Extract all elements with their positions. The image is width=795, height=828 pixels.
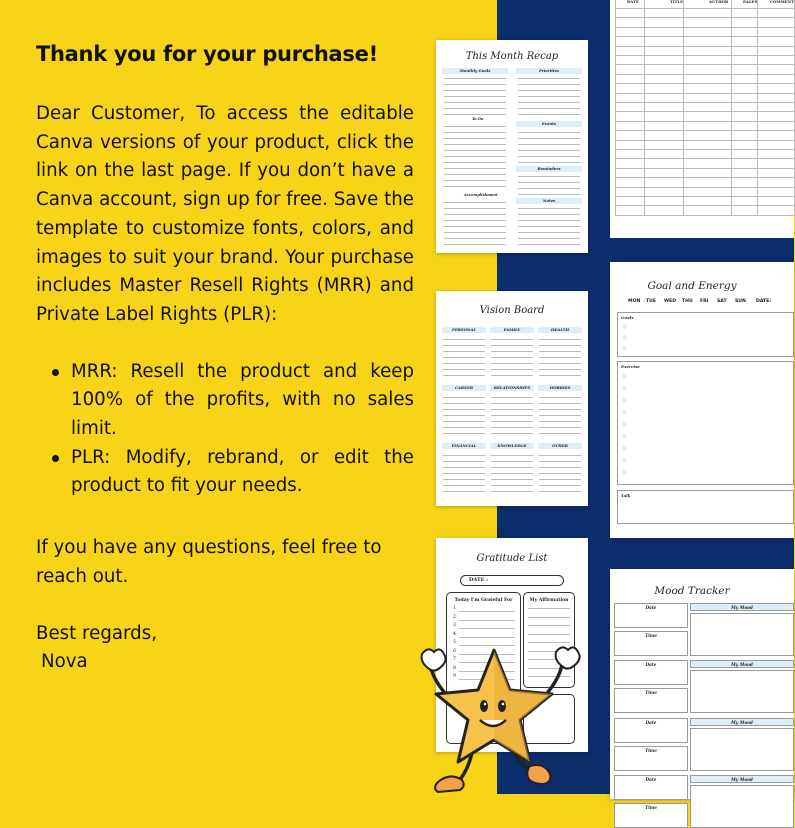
regards-text: Best regards,: [36, 622, 157, 644]
table-row-line: [615, 93, 794, 94]
author-name: Nova: [41, 651, 88, 673]
vision-header-hobbies: HOBBIES: [538, 385, 582, 391]
mood-date-box-label: Date: [645, 720, 657, 725]
preview-page-log-table: [610, 0, 794, 238]
ruled-line: [444, 90, 506, 91]
exercise-box: [617, 361, 794, 485]
ruled-line: [528, 608, 570, 609]
gratitude-number: 7: [453, 657, 456, 662]
checkbox-dot: [622, 324, 627, 329]
ruled-line: [539, 485, 581, 486]
ruled-line: [539, 351, 581, 352]
ruled-line: [539, 397, 581, 398]
mood-time-box: [614, 631, 688, 656]
ruled-line: [491, 421, 533, 422]
ruled-line: [444, 238, 506, 239]
table-row-line: [615, 196, 794, 197]
table-row-line: [615, 205, 794, 206]
ruled-line: [444, 244, 506, 245]
ruled-line: [518, 144, 580, 145]
mood-date-box-label: Date: [645, 777, 657, 782]
table-column-line: [615, 0, 616, 215]
ruled-line: [444, 208, 506, 209]
grateful-header: Today I'm Grateful For: [454, 598, 513, 603]
ruled-line: [491, 427, 533, 428]
ruled-line: [491, 415, 533, 416]
ruled-line: [444, 214, 506, 215]
checkbox-dot: [622, 434, 627, 439]
ruled-line: [491, 403, 533, 404]
ruled-line: [539, 363, 581, 364]
closing-text: If you have any questions, feel free to reach out.: [36, 537, 382, 587]
mood-time-box-label: Time: [645, 633, 657, 638]
thank-you-message: [36, 42, 414, 677]
mood-date-box: [614, 718, 688, 743]
gratitude-number: 3: [453, 623, 456, 628]
ruled-line: [539, 467, 581, 468]
day-sun: SUN: [735, 299, 746, 304]
ruled-line: [443, 369, 485, 370]
ruled-line: [444, 186, 506, 187]
table-row-line: [615, 8, 794, 9]
ruled-line: [443, 433, 485, 434]
table-row-line: [615, 36, 794, 37]
ruled-line: [518, 226, 580, 227]
ruled-line: [443, 357, 485, 358]
ruled-line: [444, 174, 506, 175]
vision-header-family: FAMILY: [490, 327, 534, 333]
goals-box: [617, 312, 794, 357]
ruled-line: [459, 628, 515, 629]
checkbox-dot: [622, 335, 627, 340]
table-column-line: [683, 0, 684, 215]
ruled-line: [444, 78, 506, 79]
date-label: DATE:: [756, 299, 772, 304]
gratitude-number: 2: [453, 614, 456, 620]
table-header-date: DATE: [627, 0, 639, 4]
ruled-line: [539, 339, 581, 340]
ruled-line: [518, 232, 580, 233]
ruled-line: [518, 208, 580, 209]
mood-time-box: [614, 803, 688, 828]
ruled-line: [444, 102, 506, 103]
ruled-line: [443, 485, 485, 486]
mood-entry-box: [690, 670, 794, 713]
gratitude-number: 6: [453, 648, 456, 654]
ruled-line: [539, 461, 581, 462]
ruled-line: [491, 397, 533, 398]
mood-entry-box: [690, 785, 794, 828]
mood-header: [690, 603, 794, 611]
recap-header-monthly-goals: Monthly Goals: [442, 68, 508, 74]
recap-header-events: Events: [516, 121, 582, 127]
table-header-author: AUTHOR: [709, 0, 729, 4]
recap-header-accomplishment: Accomplishment: [464, 193, 498, 197]
vision-header-health: HEALTH: [538, 327, 582, 333]
ruled-line: [443, 339, 485, 340]
table-row-line: [615, 215, 794, 216]
ruled-line: [491, 339, 533, 340]
checkbox-dot: [622, 410, 627, 415]
ruled-line: [539, 415, 581, 416]
ruled-line: [539, 369, 581, 370]
table-row-line: [615, 55, 794, 56]
table-row-line: [615, 111, 794, 112]
day-mon: MON: [628, 299, 641, 304]
preview-page-month-recap: [436, 40, 588, 253]
talk-label: Talk: [621, 493, 631, 498]
ruled-line: [518, 188, 580, 189]
mood-header-label: My Mood: [731, 662, 753, 667]
table-header-comment: COMMENT: [770, 0, 794, 4]
ruled-line: [539, 455, 581, 456]
table-row-line: [615, 168, 794, 169]
ruled-line: [539, 479, 581, 480]
mood-header: [690, 718, 794, 726]
ruled-line: [518, 238, 580, 239]
message-title: Thank you for your purchase!: [36, 42, 378, 66]
mood-date-box-label: Date: [645, 605, 657, 610]
gratitude-number: 4: [453, 631, 456, 637]
ruled-line: [518, 102, 580, 103]
checkbox-dot: [622, 346, 627, 351]
checkbox-dot: [622, 422, 627, 427]
ruled-line: [443, 427, 485, 428]
ruled-line: [491, 479, 533, 480]
ruled-line: [444, 138, 506, 139]
ruled-line: [491, 433, 533, 434]
ruled-line: [528, 625, 570, 626]
bullet-mrr: MRR: Resell the product and keep 100% of the profits, with no sales limit.: [36, 358, 414, 444]
message-body: Dear Customer, To access the editable Canva versions of your product, click the link on the last page. If you don’t have a Canva account, sign up for free. Save the template to customize fonts, colors, and images to suit your brand. Your purchase includes Master Resell Rights (MRR) and Private Label Rights (PLR):: [36, 103, 414, 325]
ruled-line: [491, 473, 533, 474]
ruled-line: [539, 375, 581, 376]
gratitude-date-box: [460, 575, 564, 586]
ruled-line: [539, 357, 581, 358]
ruled-line: [443, 409, 485, 410]
ruled-line: [539, 433, 581, 434]
table-row-line: [615, 74, 794, 75]
mood-time-box: [614, 746, 688, 771]
preview-page-goal-energy: [610, 262, 794, 538]
goals-label: Goals: [621, 315, 634, 320]
ruled-line: [444, 114, 506, 115]
vision-header-relationships: RELATIONSHIPS: [490, 385, 534, 391]
ruled-line: [459, 637, 515, 638]
gratitude-title: Gratitude List: [476, 553, 548, 564]
day-fri: FRI: [700, 299, 709, 304]
ruled-line: [444, 96, 506, 97]
ruled-line: [528, 634, 570, 635]
exercise-label: Exercise: [621, 364, 640, 369]
talk-box: [617, 490, 794, 524]
ruled-line: [444, 126, 506, 127]
checkbox-dot: [622, 398, 627, 403]
table-header-row: [615, 0, 794, 8]
table-row-line: [615, 102, 794, 103]
mood-date-box: [614, 603, 688, 628]
checkbox-dot: [622, 470, 627, 475]
ruled-line: [444, 150, 506, 151]
ruled-line: [443, 345, 485, 346]
checkbox-dot: [622, 458, 627, 463]
mood-header-label: My Mood: [731, 605, 753, 610]
ruled-line: [539, 345, 581, 346]
ruled-line: [444, 108, 506, 109]
ruled-line: [459, 611, 515, 612]
ruled-line: [443, 479, 485, 480]
ruled-line: [443, 473, 485, 474]
mood-date-box-label: Date: [645, 662, 657, 667]
checkbox-dot: [622, 374, 627, 379]
ruled-line: [443, 397, 485, 398]
vision-header-career: CAREER: [442, 385, 486, 391]
ruled-line: [444, 202, 506, 203]
ruled-line: [518, 150, 580, 151]
table-row-line: [615, 83, 794, 84]
gratitude-number: 8: [453, 665, 456, 671]
ruled-line: [443, 455, 485, 456]
day-tue: TUE: [646, 299, 657, 304]
mood-time-box-label: Time: [645, 805, 657, 810]
ruled-line: [443, 415, 485, 416]
ruled-line: [539, 491, 581, 492]
mood-entry-box: [690, 613, 794, 656]
table-row-line: [615, 158, 794, 159]
ruled-line: [518, 220, 580, 221]
ruled-line: [443, 403, 485, 404]
preview-page-mood-tracker: [610, 569, 794, 810]
ruled-line: [491, 345, 533, 346]
ruled-line: [444, 144, 506, 145]
table-header-title: TITLE: [670, 0, 683, 4]
ruled-line: [444, 232, 506, 233]
ruled-line: [539, 409, 581, 410]
table-row-line: [615, 64, 794, 65]
mood-time-box-label: Time: [645, 748, 657, 753]
gratitude-number: 9: [453, 674, 456, 679]
recap-title: This Month Recap: [465, 51, 559, 62]
signoff: [36, 620, 414, 677]
vision-header-knowledge: KNOWLEDGE: [490, 443, 534, 449]
ruled-line: [518, 176, 580, 177]
ruled-line: [491, 369, 533, 370]
ruled-line: [518, 156, 580, 157]
ruled-line: [518, 114, 580, 115]
ruled-line: [539, 427, 581, 428]
ruled-line: [518, 108, 580, 109]
vision-title: Vision Board: [479, 305, 545, 316]
mood-time-box: [614, 688, 688, 713]
ruled-line: [518, 244, 580, 245]
table-column-line: [731, 0, 732, 215]
ruled-line: [518, 90, 580, 91]
star-mascot-illustration: [410, 642, 582, 794]
day-wed: WED: [664, 299, 677, 304]
table-row-line: [615, 177, 794, 178]
recap-header-notes: Notes: [516, 198, 582, 204]
ruled-line: [491, 491, 533, 492]
ruled-line: [518, 132, 580, 133]
ruled-line: [539, 473, 581, 474]
preview-page-vision-board: [436, 291, 588, 506]
checkbox-dot: [622, 446, 627, 451]
ruled-line: [491, 351, 533, 352]
ruled-line: [444, 156, 506, 157]
ruled-line: [518, 182, 580, 183]
ruled-line: [518, 96, 580, 97]
ruled-line: [518, 194, 580, 195]
ruled-line: [444, 132, 506, 133]
recap-header-reminders: Reminders: [516, 166, 582, 172]
mood-time-box-label: Time: [645, 690, 657, 695]
checkbox-dot: [622, 386, 627, 391]
ruled-line: [444, 180, 506, 181]
ruled-line: [539, 421, 581, 422]
gratitude-number: 5: [453, 640, 456, 645]
rights-list: [36, 358, 414, 502]
ruled-line: [443, 491, 485, 492]
goal-title: Goal and Energy: [647, 280, 737, 292]
mood-entry-box: [690, 728, 794, 771]
table-row-line: [615, 140, 794, 141]
ruled-line: [518, 78, 580, 79]
mood-header-label: My Mood: [731, 777, 753, 782]
mood-date-box: [614, 775, 688, 800]
table-column-line: [644, 0, 645, 215]
mood-header: [690, 775, 794, 783]
table-row-line: [615, 27, 794, 28]
mood-header: [690, 660, 794, 668]
ruled-line: [491, 461, 533, 462]
table-header-pages: PAGES: [743, 0, 758, 4]
ruled-line: [444, 168, 506, 169]
day-sat: SAT: [717, 299, 727, 304]
ruled-line: [491, 357, 533, 358]
ruled-line: [539, 403, 581, 404]
table-row-line: [615, 130, 794, 131]
ruled-line: [444, 220, 506, 221]
table-row-line: [615, 149, 794, 150]
mood-title: Mood Tracker: [654, 585, 730, 597]
ruled-line: [444, 226, 506, 227]
ruled-line: [443, 363, 485, 364]
ruled-line: [443, 375, 485, 376]
gratitude-date-label: DATE :: [469, 577, 489, 583]
ruled-line: [444, 162, 506, 163]
ruled-line: [491, 485, 533, 486]
ruled-line: [518, 162, 580, 163]
recap-header-priorities: Priorities: [516, 68, 582, 74]
vision-header-other: OTHER: [538, 443, 582, 449]
ruled-line: [491, 455, 533, 456]
ruled-line: [459, 620, 515, 621]
mood-date-box: [614, 660, 688, 685]
ruled-line: [528, 617, 570, 618]
affirmation-header: My Affirmation: [529, 598, 569, 603]
ruled-line: [443, 351, 485, 352]
mood-header-label: My Mood: [731, 720, 753, 725]
table-row-line: [615, 187, 794, 188]
table-column-line: [757, 0, 758, 215]
table-row-line: [615, 17, 794, 18]
ruled-line: [443, 461, 485, 462]
ruled-line: [518, 84, 580, 85]
table-row-line: [615, 46, 794, 47]
ruled-line: [444, 84, 506, 85]
ruled-line: [491, 467, 533, 468]
ruled-line: [443, 421, 485, 422]
day-thu: THU: [682, 299, 693, 304]
bullet-plr: PLR: Modify, rebrand, or edit the product to fit your needs.: [36, 444, 414, 501]
ruled-line: [491, 375, 533, 376]
vision-header-financial: FINANCIAL: [442, 443, 486, 449]
vision-header-personal: PERSONAL: [442, 327, 486, 333]
ruled-line: [491, 363, 533, 364]
table-row-line: [615, 121, 794, 122]
ruled-line: [518, 214, 580, 215]
ruled-line: [443, 467, 485, 468]
gratitude-number: 1: [453, 606, 456, 611]
ruled-line: [518, 138, 580, 139]
ruled-line: [491, 409, 533, 410]
recap-header-todo: To Do: [472, 117, 484, 121]
